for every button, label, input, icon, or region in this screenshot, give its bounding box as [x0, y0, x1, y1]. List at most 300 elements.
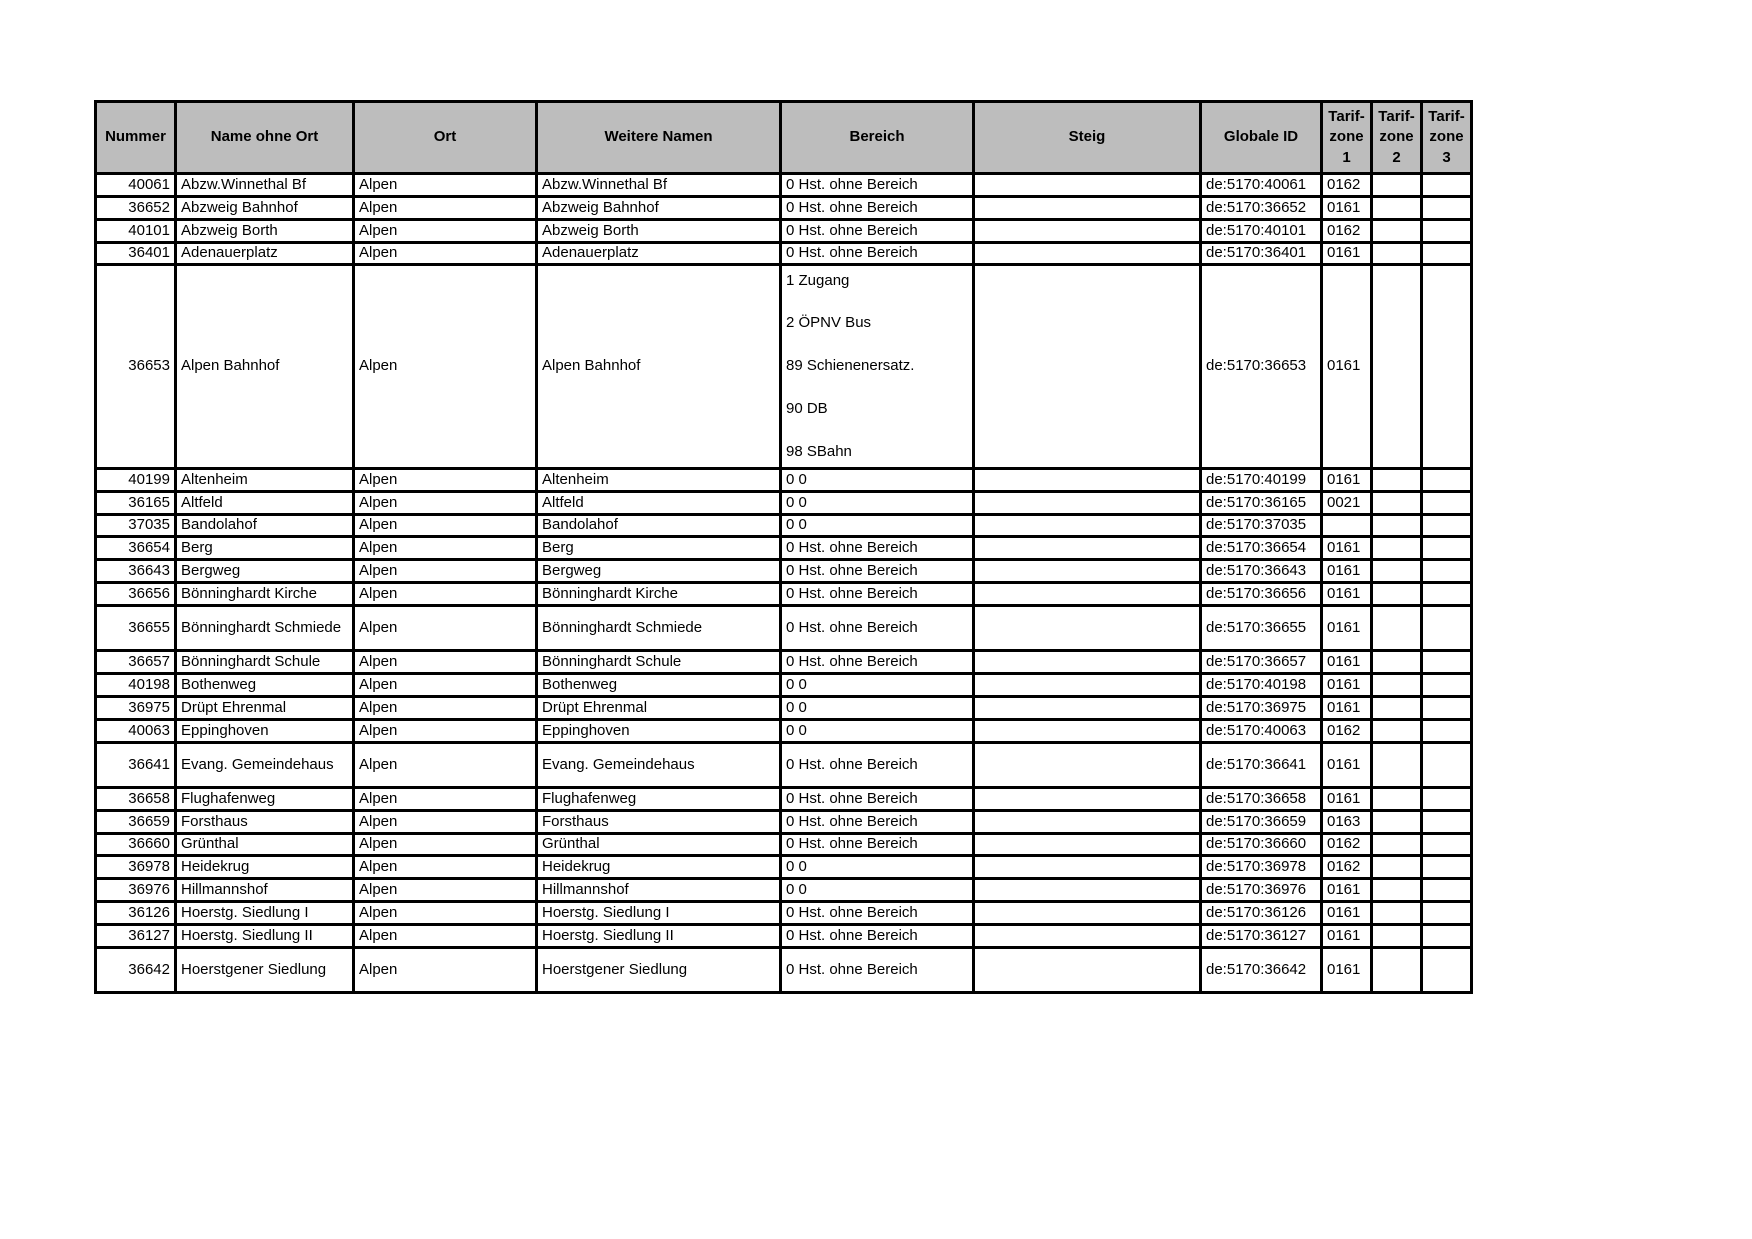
cell-globale_id: de:5170:36654 — [1201, 537, 1322, 560]
cell-bereich — [781, 265, 974, 469]
cell-globale_id: de:5170:36401 — [1201, 243, 1322, 265]
cell-weitere_namen: Altenheim — [537, 469, 781, 492]
cell-bereich: 0 0 — [781, 856, 974, 879]
cell-weitere_namen: Grünthal — [537, 834, 781, 856]
cell-tz3 — [1422, 243, 1472, 265]
cell-nummer: 36975 — [96, 697, 176, 720]
column-header-label: Weitere Namen — [604, 128, 713, 146]
cell-tz2 — [1372, 674, 1422, 697]
cell-steig — [974, 834, 1201, 856]
cell-weitere_namen: Heidekrug — [537, 856, 781, 879]
cell-nummer: 36659 — [96, 811, 176, 834]
table-row — [96, 948, 1472, 993]
cell-globale_id: de:5170:36659 — [1201, 811, 1322, 834]
cell-tz1: 0021 — [1322, 492, 1372, 515]
cell-nummer: 40061 — [96, 174, 176, 197]
column-header-label: Name ohne Ort — [210, 128, 319, 146]
cell-ort: Alpen — [354, 697, 537, 720]
cell-name: Bönninghardt Schmiede — [176, 606, 354, 651]
bereich-line: 98 SBahn — [786, 442, 852, 460]
cell-bereich: 0 Hst. ohne Bereich — [781, 583, 974, 606]
table-row — [96, 834, 1472, 856]
cell-globale_id: de:5170:40198 — [1201, 674, 1322, 697]
cell-tz2 — [1372, 243, 1422, 265]
cell-nummer: 36657 — [96, 651, 176, 674]
cell-tz1: 0161 — [1322, 243, 1372, 265]
cell-steig — [974, 243, 1201, 265]
table-row — [96, 265, 1472, 469]
cell-weitere_namen: Berg — [537, 537, 781, 560]
table-row — [96, 606, 1472, 651]
cell-ort: Alpen — [354, 811, 537, 834]
cell-globale_id: de:5170:36976 — [1201, 879, 1322, 902]
cell-weitere_namen: Bothenweg — [537, 674, 781, 697]
cell-name: Bothenweg — [176, 674, 354, 697]
cell-tz2 — [1372, 948, 1422, 993]
cell-tz3 — [1422, 788, 1472, 811]
cell-weitere_namen: Hillmannshof — [537, 879, 781, 902]
cell-nummer: 36126 — [96, 902, 176, 925]
cell-globale_id: de:5170:36655 — [1201, 606, 1322, 651]
cell-tz1: 0161 — [1322, 902, 1372, 925]
cell-tz1: 0161 — [1322, 583, 1372, 606]
cell-bereich: 0 Hst. ohne Bereich — [781, 902, 974, 925]
cell-bereich: 0 Hst. ohne Bereich — [781, 537, 974, 560]
cell-globale_id: de:5170:36641 — [1201, 743, 1322, 788]
cell-tz3 — [1422, 537, 1472, 560]
table-row — [96, 537, 1472, 560]
cell-tz2 — [1372, 492, 1422, 515]
stops-table — [94, 100, 1473, 994]
cell-steig — [974, 697, 1201, 720]
cell-ort: Alpen — [354, 651, 537, 674]
cell-tz3 — [1422, 925, 1472, 948]
cell-nummer: 40199 — [96, 469, 176, 492]
cell-tz2 — [1372, 788, 1422, 811]
cell-weitere_namen: Eppinghoven — [537, 720, 781, 743]
cell-tz1: 0161 — [1322, 197, 1372, 220]
cell-weitere_namen: Evang. Gemeindehaus — [537, 743, 781, 788]
cell-nummer: 40101 — [96, 220, 176, 243]
cell-ort: Alpen — [354, 902, 537, 925]
table-row — [96, 902, 1472, 925]
cell-globale_id: de:5170:36643 — [1201, 560, 1322, 583]
cell-tz3 — [1422, 606, 1472, 651]
cell-tz3 — [1422, 469, 1472, 492]
cell-bereich: 0 0 — [781, 469, 974, 492]
cell-tz2 — [1372, 174, 1422, 197]
cell-steig — [974, 537, 1201, 560]
cell-globale_id: de:5170:36165 — [1201, 492, 1322, 515]
cell-nummer: 40198 — [96, 674, 176, 697]
cell-globale_id: de:5170:36656 — [1201, 583, 1322, 606]
cell-steig — [974, 492, 1201, 515]
cell-tz3 — [1422, 197, 1472, 220]
cell-tz1: 0162 — [1322, 856, 1372, 879]
cell-nummer: 36652 — [96, 197, 176, 220]
table-row — [96, 811, 1472, 834]
cell-ort: Alpen — [354, 834, 537, 856]
cell-nummer: 36641 — [96, 743, 176, 788]
table-row — [96, 560, 1472, 583]
cell-steig — [974, 560, 1201, 583]
cell-ort: Alpen — [354, 925, 537, 948]
cell-tz3 — [1422, 720, 1472, 743]
cell-tz1 — [1322, 515, 1372, 537]
cell-name: Bönninghardt Schule — [176, 651, 354, 674]
stops-table-container — [94, 100, 1473, 994]
cell-tz1: 0161 — [1322, 925, 1372, 948]
cell-nummer: 36401 — [96, 243, 176, 265]
cell-tz1: 0161 — [1322, 743, 1372, 788]
cell-ort: Alpen — [354, 674, 537, 697]
cell-weitere_namen: Adenauerplatz — [537, 243, 781, 265]
table-row — [96, 469, 1472, 492]
cell-steig — [974, 606, 1201, 651]
cell-tz1: 0162 — [1322, 220, 1372, 243]
cell-weitere_namen: Hoerstg. Siedlung II — [537, 925, 781, 948]
cell-tz2 — [1372, 697, 1422, 720]
column-header-tz1 — [1322, 102, 1372, 174]
cell-tz3 — [1422, 856, 1472, 879]
cell-weitere_namen: Bönninghardt Schmiede — [537, 606, 781, 651]
cell-nummer: 36978 — [96, 856, 176, 879]
column-header-bereich — [781, 102, 974, 174]
cell-steig — [974, 902, 1201, 925]
cell-ort: Alpen — [354, 948, 537, 993]
cell-tz2 — [1372, 265, 1422, 469]
cell-tz1: 0161 — [1322, 469, 1372, 492]
cell-tz1: 0162 — [1322, 174, 1372, 197]
cell-name: Hoerstgener Siedlung — [176, 948, 354, 993]
table-row — [96, 174, 1472, 197]
cell-steig — [974, 743, 1201, 788]
cell-name: Grünthal — [176, 834, 354, 856]
column-header-label: Globale ID — [1223, 128, 1299, 146]
bereich-line: 1 Zugang — [786, 271, 850, 289]
cell-name: Altenheim — [176, 469, 354, 492]
cell-name: Forsthaus — [176, 811, 354, 834]
cell-bereich: 0 Hst. ohne Bereich — [781, 174, 974, 197]
cell-ort: Alpen — [354, 469, 537, 492]
table-row — [96, 651, 1472, 674]
cell-steig — [974, 174, 1201, 197]
cell-globale_id: de:5170:40101 — [1201, 220, 1322, 243]
cell-name: Abzweig Borth — [176, 220, 354, 243]
cell-bereich: 0 0 — [781, 492, 974, 515]
cell-weitere_namen: Hoerstg. Siedlung I — [537, 902, 781, 925]
cell-ort: Alpen — [354, 174, 537, 197]
cell-tz2 — [1372, 651, 1422, 674]
cell-name: Bandolahof — [176, 515, 354, 537]
table-row — [96, 220, 1472, 243]
cell-tz1: 0161 — [1322, 265, 1372, 469]
cell-tz2 — [1372, 583, 1422, 606]
cell-tz3 — [1422, 948, 1472, 993]
cell-bereich: 0 Hst. ohne Bereich — [781, 651, 974, 674]
cell-tz3 — [1422, 902, 1472, 925]
cell-bereich: 0 Hst. ohne Bereich — [781, 197, 974, 220]
cell-tz3 — [1422, 811, 1472, 834]
cell-name: Evang. Gemeindehaus — [176, 743, 354, 788]
cell-nummer: 37035 — [96, 515, 176, 537]
table-row — [96, 697, 1472, 720]
cell-steig — [974, 220, 1201, 243]
bereich-line: 90 DB — [786, 399, 828, 417]
table-row — [96, 583, 1472, 606]
cell-nummer: 36658 — [96, 788, 176, 811]
cell-steig — [974, 469, 1201, 492]
cell-nummer: 36656 — [96, 583, 176, 606]
cell-globale_id: de:5170:36658 — [1201, 788, 1322, 811]
table-row — [96, 720, 1472, 743]
cell-tz2 — [1372, 743, 1422, 788]
cell-ort: Alpen — [354, 879, 537, 902]
cell-name: Flughafenweg — [176, 788, 354, 811]
cell-nummer: 36654 — [96, 537, 176, 560]
column-header-label: Steig — [1068, 128, 1106, 146]
cell-bereich: 0 Hst. ohne Bereich — [781, 743, 974, 788]
cell-name: Berg — [176, 537, 354, 560]
column-header-label: zone — [1429, 128, 1464, 146]
cell-steig — [974, 674, 1201, 697]
column-header-label: Bereich — [849, 128, 905, 146]
cell-ort: Alpen — [354, 583, 537, 606]
cell-tz1: 0161 — [1322, 537, 1372, 560]
cell-ort: Alpen — [354, 492, 537, 515]
cell-ort: Alpen — [354, 537, 537, 560]
bereich-line: 2 ÖPNV Bus — [786, 314, 872, 332]
cell-name: Hoerstg. Siedlung I — [176, 902, 354, 925]
cell-tz3 — [1422, 651, 1472, 674]
cell-name: Altfeld — [176, 492, 354, 515]
cell-tz3 — [1422, 583, 1472, 606]
cell-tz1: 0161 — [1322, 879, 1372, 902]
table-body — [96, 174, 1472, 993]
cell-nummer: 36127 — [96, 925, 176, 948]
column-header-label: Tarif- — [1328, 108, 1365, 126]
table-row — [96, 515, 1472, 537]
cell-tz3 — [1422, 834, 1472, 856]
cell-weitere_namen: Bergweg — [537, 560, 781, 583]
column-header-steig — [974, 102, 1201, 174]
cell-weitere_namen: Hoerstgener Siedlung — [537, 948, 781, 993]
cell-tz1: 0161 — [1322, 560, 1372, 583]
cell-globale_id: de:5170:36652 — [1201, 197, 1322, 220]
table-row — [96, 925, 1472, 948]
cell-nummer: 36660 — [96, 834, 176, 856]
cell-tz1: 0161 — [1322, 948, 1372, 993]
cell-steig — [974, 788, 1201, 811]
cell-ort: Alpen — [354, 265, 537, 469]
column-header-ort — [354, 102, 537, 174]
cell-bereich: 0 Hst. ohne Bereich — [781, 948, 974, 993]
cell-nummer: 40063 — [96, 720, 176, 743]
bereich-line: 89 Schienenersatz. — [786, 357, 915, 375]
cell-tz3 — [1422, 492, 1472, 515]
table-row — [96, 856, 1472, 879]
cell-tz2 — [1372, 902, 1422, 925]
column-header-label: Tarif- — [1428, 108, 1465, 126]
cell-ort: Alpen — [354, 243, 537, 265]
cell-tz3 — [1422, 697, 1472, 720]
table-row — [96, 788, 1472, 811]
cell-tz2 — [1372, 856, 1422, 879]
cell-tz2 — [1372, 811, 1422, 834]
cell-name: Alpen Bahnhof — [176, 265, 354, 469]
cell-tz1: 0161 — [1322, 674, 1372, 697]
cell-steig — [974, 583, 1201, 606]
column-header-globale_id — [1201, 102, 1322, 174]
table-row — [96, 492, 1472, 515]
cell-weitere_namen: Abzweig Bahnhof — [537, 197, 781, 220]
cell-globale_id: de:5170:37035 — [1201, 515, 1322, 537]
cell-steig — [974, 265, 1201, 469]
cell-tz2 — [1372, 606, 1422, 651]
cell-tz3 — [1422, 879, 1472, 902]
cell-bereich: 0 0 — [781, 674, 974, 697]
column-header-weitere_namen — [537, 102, 781, 174]
cell-globale_id: de:5170:40061 — [1201, 174, 1322, 197]
cell-bereich: 0 0 — [781, 697, 974, 720]
cell-steig — [974, 856, 1201, 879]
table-row — [96, 243, 1472, 265]
cell-steig — [974, 811, 1201, 834]
cell-nummer: 36642 — [96, 948, 176, 993]
cell-tz3 — [1422, 515, 1472, 537]
column-header-label: 3 — [1442, 148, 1451, 166]
cell-steig — [974, 651, 1201, 674]
cell-tz2 — [1372, 834, 1422, 856]
cell-tz3 — [1422, 674, 1472, 697]
cell-tz3 — [1422, 743, 1472, 788]
cell-steig — [974, 515, 1201, 537]
cell-tz1: 0163 — [1322, 811, 1372, 834]
cell-name: Eppinghoven — [176, 720, 354, 743]
cell-globale_id: de:5170:36642 — [1201, 948, 1322, 993]
cell-bereich: 0 Hst. ohne Bereich — [781, 560, 974, 583]
column-header-label: zone — [1379, 128, 1414, 146]
column-header-label: 2 — [1392, 148, 1401, 166]
cell-weitere_namen: Flughafenweg — [537, 788, 781, 811]
table-header — [96, 102, 1472, 174]
cell-ort: Alpen — [354, 788, 537, 811]
column-header-nummer — [96, 102, 176, 174]
cell-bereich: 0 Hst. ohne Bereich — [781, 606, 974, 651]
cell-globale_id: de:5170:36657 — [1201, 651, 1322, 674]
cell-steig — [974, 720, 1201, 743]
cell-tz1: 0162 — [1322, 834, 1372, 856]
cell-globale_id: de:5170:36975 — [1201, 697, 1322, 720]
cell-weitere_namen: Bandolahof — [537, 515, 781, 537]
cell-tz3 — [1422, 220, 1472, 243]
cell-globale_id: de:5170:36660 — [1201, 834, 1322, 856]
cell-bereich: 0 Hst. ohne Bereich — [781, 811, 974, 834]
cell-nummer: 36976 — [96, 879, 176, 902]
cell-bereich: 0 0 — [781, 879, 974, 902]
cell-tz2 — [1372, 925, 1422, 948]
cell-bereich: 0 Hst. ohne Bereich — [781, 788, 974, 811]
cell-ort: Alpen — [354, 606, 537, 651]
cell-name: Adenauerplatz — [176, 243, 354, 265]
cell-steig — [974, 948, 1201, 993]
cell-bereich: 0 0 — [781, 515, 974, 537]
column-header-tz2 — [1372, 102, 1422, 174]
cell-tz3 — [1422, 174, 1472, 197]
table-row — [96, 674, 1472, 697]
cell-tz2 — [1372, 537, 1422, 560]
cell-tz1: 0161 — [1322, 697, 1372, 720]
cell-name: Bergweg — [176, 560, 354, 583]
cell-ort: Alpen — [354, 560, 537, 583]
column-header-label: 1 — [1342, 148, 1351, 166]
cell-name: Drüpt Ehrenmal — [176, 697, 354, 720]
cell-weitere_namen: Abzweig Borth — [537, 220, 781, 243]
cell-steig — [974, 879, 1201, 902]
cell-tz1: 0162 — [1322, 720, 1372, 743]
table-row — [96, 879, 1472, 902]
cell-ort: Alpen — [354, 197, 537, 220]
cell-name: Heidekrug — [176, 856, 354, 879]
cell-weitere_namen: Bönninghardt Schule — [537, 651, 781, 674]
cell-name: Bönninghardt Kirche — [176, 583, 354, 606]
cell-name: Abzweig Bahnhof — [176, 197, 354, 220]
cell-tz2 — [1372, 560, 1422, 583]
table-row — [96, 197, 1472, 220]
cell-globale_id: de:5170:36126 — [1201, 902, 1322, 925]
cell-globale_id: de:5170:36653 — [1201, 265, 1322, 469]
cell-globale_id: de:5170:36127 — [1201, 925, 1322, 948]
cell-name: Hillmannshof — [176, 879, 354, 902]
cell-bereich: 0 Hst. ohne Bereich — [781, 925, 974, 948]
cell-tz2 — [1372, 515, 1422, 537]
cell-tz1: 0161 — [1322, 651, 1372, 674]
column-header-label: Nummer — [105, 128, 166, 146]
cell-weitere_namen: Bönninghardt Kirche — [537, 583, 781, 606]
column-header-tz3 — [1422, 102, 1472, 174]
cell-weitere_namen: Abzw.Winnethal Bf — [537, 174, 781, 197]
cell-tz3 — [1422, 560, 1472, 583]
cell-ort: Alpen — [354, 856, 537, 879]
cell-bereich: 0 Hst. ohne Bereich — [781, 220, 974, 243]
cell-nummer: 36643 — [96, 560, 176, 583]
cell-nummer: 36165 — [96, 492, 176, 515]
cell-weitere_namen: Alpen Bahnhof — [537, 265, 781, 469]
cell-nummer: 36653 — [96, 265, 176, 469]
cell-tz2 — [1372, 720, 1422, 743]
table-row — [96, 743, 1472, 788]
cell-tz2 — [1372, 469, 1422, 492]
cell-weitere_namen: Drüpt Ehrenmal — [537, 697, 781, 720]
cell-steig — [974, 197, 1201, 220]
cell-bereich: 0 Hst. ohne Bereich — [781, 834, 974, 856]
cell-bereich: 0 0 — [781, 720, 974, 743]
cell-name: Abzw.Winnethal Bf — [176, 174, 354, 197]
cell-name: Hoerstg. Siedlung II — [176, 925, 354, 948]
cell-ort: Alpen — [354, 720, 537, 743]
cell-tz2 — [1372, 879, 1422, 902]
cell-tz2 — [1372, 197, 1422, 220]
cell-bereich: 0 Hst. ohne Bereich — [781, 243, 974, 265]
cell-tz3 — [1422, 265, 1472, 469]
cell-globale_id: de:5170:40199 — [1201, 469, 1322, 492]
cell-tz2 — [1372, 220, 1422, 243]
column-header-label: Tarif- — [1378, 108, 1415, 126]
cell-steig — [974, 925, 1201, 948]
cell-globale_id: de:5170:40063 — [1201, 720, 1322, 743]
column-header-name — [176, 102, 354, 174]
cell-ort: Alpen — [354, 220, 537, 243]
